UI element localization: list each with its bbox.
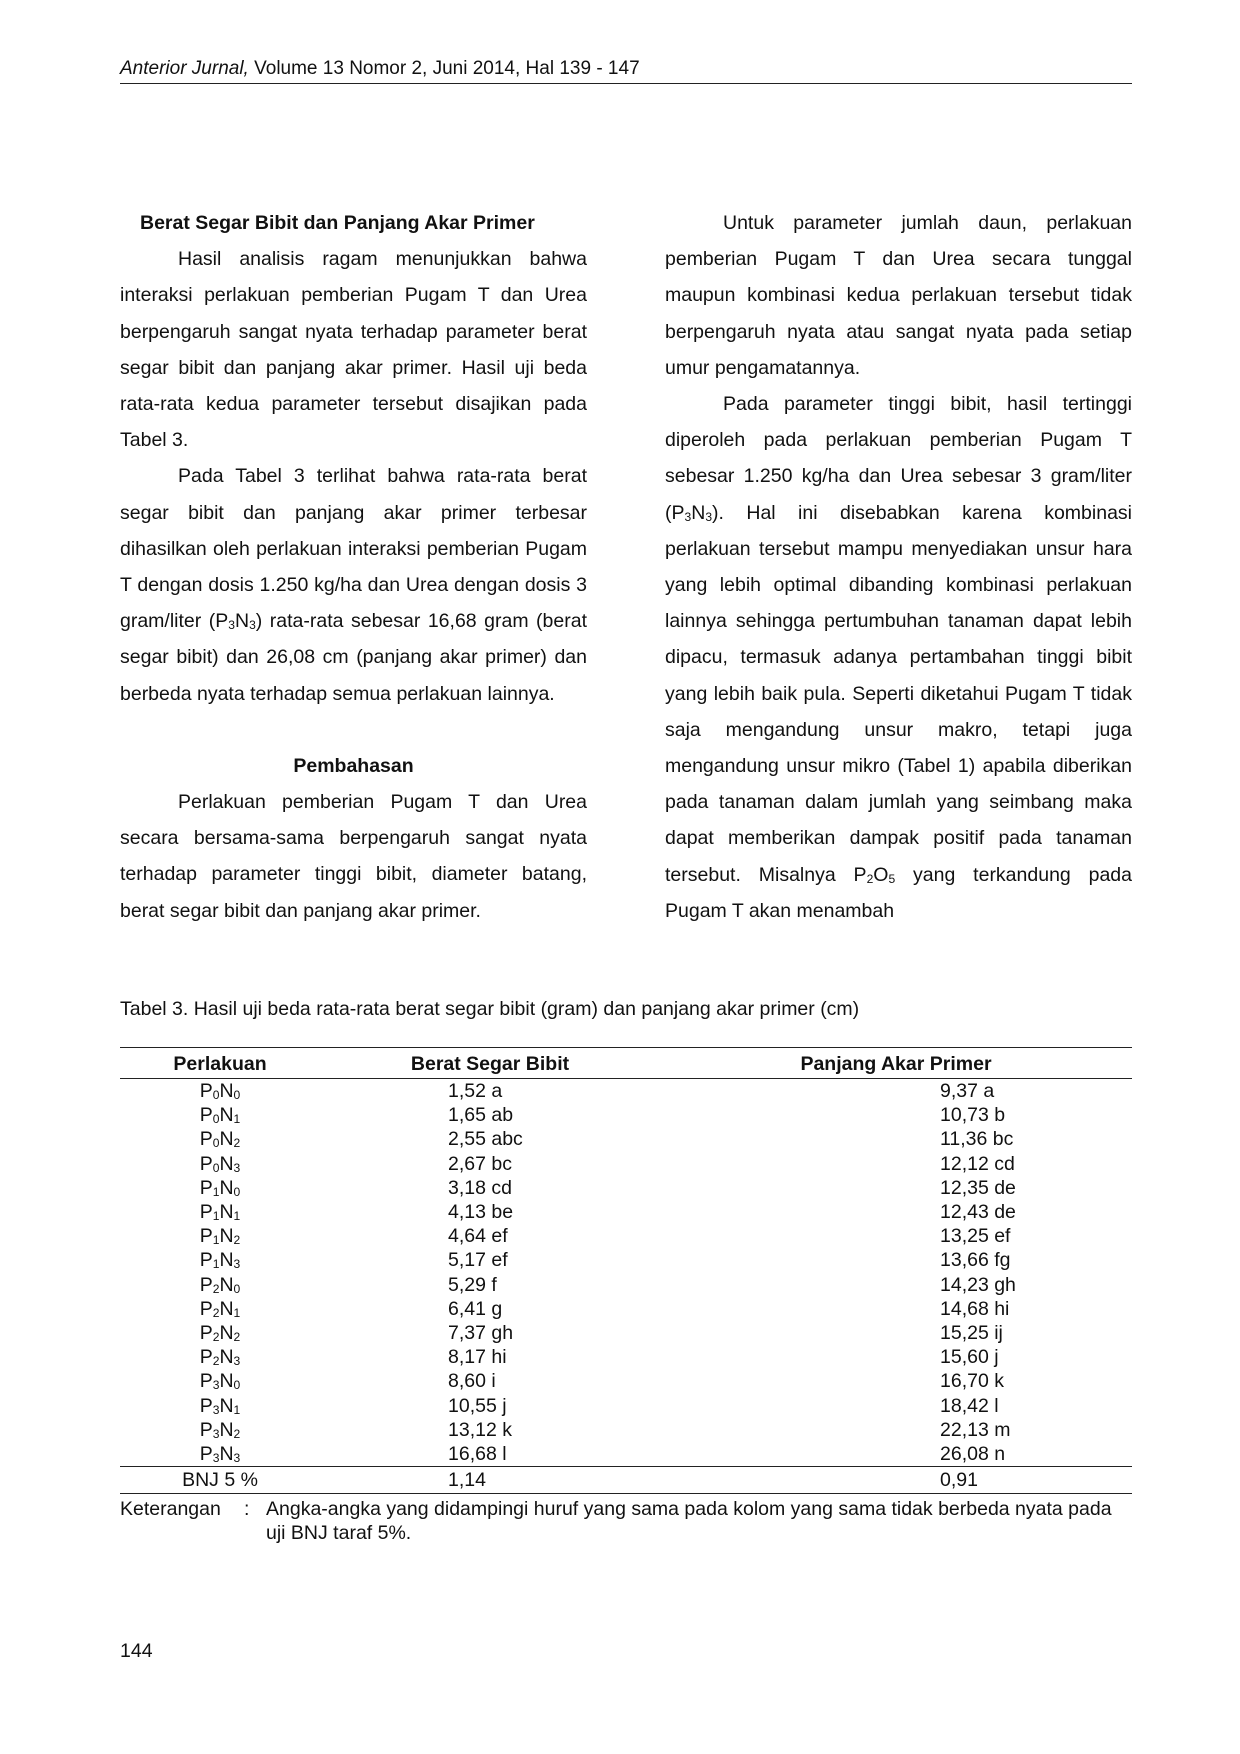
subscript: 3	[212, 1378, 220, 1393]
cell-perlakuan	[120, 1418, 320, 1442]
value: 13,12 k	[448, 1418, 512, 1441]
value: 3,18 cd	[448, 1176, 512, 1199]
value: 18,42 l	[940, 1394, 999, 1417]
cell-perlakuan	[120, 1394, 320, 1418]
subscript: 0	[212, 1136, 220, 1151]
value: 26,08 n	[940, 1443, 1006, 1466]
cell-bnj-panjang	[660, 1467, 1132, 1494]
value: 12,12 cd	[940, 1152, 1015, 1175]
cell-panjang-akar	[660, 1394, 1132, 1418]
cell-bnj-label: BNJ 5 %	[120, 1467, 320, 1494]
table-row	[120, 1224, 1132, 1248]
subscript: 1	[212, 1184, 220, 1199]
text-run: O	[873, 863, 889, 886]
value: 1,52 a	[448, 1080, 503, 1102]
table-row	[120, 1345, 1132, 1369]
text-run: N	[219, 1418, 234, 1441]
cell-panjang-akar	[660, 1297, 1132, 1321]
subscript: 3	[684, 509, 692, 524]
text-run: P	[199, 1346, 213, 1369]
value: 14,68 hi	[940, 1297, 1010, 1320]
journal-name: Anterior Jurnal,	[120, 58, 249, 79]
subscript: 0	[212, 1112, 220, 1127]
subscript: 1	[233, 1208, 241, 1223]
value: 9,37 a	[940, 1080, 995, 1102]
cell-perlakuan	[120, 1176, 320, 1200]
text-run: P	[199, 1128, 213, 1151]
subscript: 3	[212, 1426, 220, 1441]
value: 13,25 ef	[940, 1225, 1011, 1248]
header-perlakuan: Perlakuan	[120, 1048, 320, 1079]
table-row	[120, 1369, 1132, 1393]
text-run: N	[219, 1273, 234, 1296]
text-run: P	[199, 1249, 213, 1272]
cell-berat-segar	[320, 1394, 660, 1418]
paragraph: Hasil analisis ragam menunjukkan bahwa interaksi perlakuan pemberian Pugam T dan Urea berpengaruh sangat nyata terhadap parameter berat segar bibit dan panjang akar primer. Hasil uji beda rata-rata kedua parameter tersebut disajikan pada Tabel 3.	[120, 248, 587, 452]
table-row	[120, 1418, 1132, 1442]
table-row	[120, 1127, 1132, 1151]
cell-panjang-akar	[660, 1369, 1132, 1393]
cell-perlakuan	[120, 1079, 320, 1104]
header-berat-segar-bibit: Berat Segar Bibit	[320, 1048, 660, 1079]
value: 4,13 be	[448, 1201, 514, 1224]
value: 14,23 gh	[940, 1273, 1016, 1296]
cell-perlakuan	[120, 1321, 320, 1345]
table-header-row	[120, 1048, 1132, 1079]
right-column	[665, 205, 1132, 929]
value: 12,35 de	[940, 1176, 1016, 1199]
value: 10,73 b	[940, 1104, 1006, 1127]
subscript: 3	[212, 1402, 220, 1417]
text-run: P	[199, 1080, 213, 1102]
note-text: Angka-angka yang didampingi huruf yang sama pada kolom yang sama tidak berbeda nyata pada uji BNJ taraf 5%.	[266, 1498, 1112, 1544]
table-row	[120, 1152, 1132, 1176]
text-run: N	[219, 1128, 234, 1151]
cell-perlakuan	[120, 1297, 320, 1321]
text-run: N	[219, 1394, 234, 1417]
subscript: 0	[233, 1378, 241, 1393]
subscript: 3	[233, 1160, 241, 1175]
journal-issue: Volume 13 Nomor 2, Juni 2014, Hal 139 - 147	[248, 58, 640, 79]
table-row	[120, 1079, 1132, 1104]
paragraph	[665, 386, 1132, 929]
cell-perlakuan	[120, 1127, 320, 1151]
table-caption: Tabel 3. Hasil uji beda rata-rata berat segar bibit (gram) dan panjang akar primer (cm)	[120, 998, 860, 1020]
cell-berat-segar	[320, 1418, 660, 1442]
subscript: 1	[233, 1112, 241, 1127]
subscript: 1	[233, 1402, 241, 1417]
text-run: P	[199, 1443, 213, 1466]
paragraph: Untuk parameter jumlah daun, perlakuan pemberian Pugam T dan Urea secara tunggal maupun kombinasi kedua perlakuan tersebut tidak berpengaruh nyata atau sangat nyata pada setiap umur pengamatannya.	[665, 212, 1132, 379]
value: 2,55 abc	[448, 1128, 523, 1151]
value: 16,70 k	[940, 1370, 1004, 1393]
text-run: P	[199, 1322, 213, 1345]
subscript: 3	[228, 618, 235, 633]
table-note	[120, 1497, 1132, 1545]
value: 8,17 hi	[448, 1346, 507, 1369]
left-column	[120, 205, 587, 929]
text-run: N	[219, 1322, 234, 1345]
subscript: 2	[233, 1329, 241, 1344]
cell-berat-segar	[320, 1369, 660, 1393]
text-run: N	[219, 1346, 234, 1369]
value: 5,29 f	[448, 1273, 497, 1296]
value: 12,43 de	[940, 1201, 1016, 1224]
cell-berat-segar	[320, 1345, 660, 1369]
cell-perlakuan	[120, 1200, 320, 1224]
subscript: 0	[233, 1087, 241, 1102]
text-run: P	[199, 1297, 213, 1320]
header-panjang-akar-primer: Panjang Akar Primer	[660, 1048, 1132, 1079]
cell-panjang-akar	[660, 1224, 1132, 1248]
cell-bnj-berat	[320, 1467, 660, 1494]
subscript: 3	[212, 1450, 220, 1465]
page-number: 144	[120, 1640, 153, 1662]
value: 1,14	[448, 1469, 486, 1492]
cell-berat-segar	[320, 1442, 660, 1467]
cell-berat-segar	[320, 1103, 660, 1127]
subscript: 3	[249, 618, 256, 633]
value: 2,67 bc	[448, 1152, 512, 1175]
cell-panjang-akar	[660, 1442, 1132, 1467]
text-run: yang terkandung pada Pugam T akan menambah	[665, 863, 1132, 922]
value: 10,55 j	[448, 1394, 507, 1417]
text-run: N	[219, 1370, 234, 1393]
table-row	[120, 1394, 1132, 1418]
subscript: 2	[212, 1305, 220, 1320]
subscript: 3	[233, 1354, 241, 1369]
table-row	[120, 1248, 1132, 1272]
text-run: P	[199, 1201, 213, 1224]
text-run: ) rata-rata sebesar 16,68 gram (berat segar bibit) dan 26,08 cm (panjang akar primer) dan berbeda nyata terhadap semua perlakuan lainnya.	[120, 610, 587, 705]
cell-berat-segar	[320, 1273, 660, 1297]
subscript: 2	[212, 1281, 220, 1296]
cell-panjang-akar	[660, 1200, 1132, 1224]
subscript: 0	[233, 1281, 241, 1296]
text-run: N	[219, 1249, 234, 1272]
subscript: 1	[212, 1257, 220, 1272]
cell-panjang-akar	[660, 1418, 1132, 1442]
text-run: P	[199, 1152, 213, 1175]
cell-perlakuan	[120, 1152, 320, 1176]
cell-panjang-akar	[660, 1248, 1132, 1272]
table-row	[120, 1200, 1132, 1224]
table-row	[120, 1297, 1132, 1321]
value: 16,68 l	[448, 1443, 507, 1466]
text-run: N	[219, 1225, 234, 1248]
subscript: 1	[212, 1208, 220, 1223]
text-run: Pada parameter tinggi bibit, hasil tertinggi diperoleh pada perlakuan pemberian Pugam T sebesar 1.250 kg/ha dan Urea sebesar 3 gram/liter (P	[665, 393, 1132, 524]
table-row-bnj	[120, 1467, 1132, 1494]
table-row	[120, 1273, 1132, 1297]
text-run: ). Hal ini disebabkan karena kombinasi perlakuan tersebut mampu menyediakan unsur hara yang lebih optimal dibanding kombinasi perlakuan lainnya sehingga pertumbuhan tanaman dapat lebih dipacu, termasuk adanya pertambahan tinggi bibit yang lebih baik pula. Seperti diketahui Pugam T tidak saja mengandung unsur makro, tetapi juga mengandung unsur mikro (Tabel 1) apabila diberikan pada tanaman dalam jumlah yang seimbang maka dapat memberikan dampak positif pada tanaman tersebut. Misalnya P	[665, 501, 1132, 886]
subscript: 2	[233, 1426, 241, 1441]
table-row	[120, 1176, 1132, 1200]
value: 15,60 j	[940, 1346, 999, 1369]
value: 5,17 ef	[448, 1249, 508, 1272]
value: 8,60 i	[448, 1370, 496, 1393]
text-run: N	[234, 610, 250, 633]
value: 13,66 fg	[940, 1249, 1011, 1272]
cell-panjang-akar	[660, 1079, 1132, 1104]
subscript: 2	[212, 1329, 220, 1344]
text-run: P	[199, 1394, 213, 1417]
cell-perlakuan	[120, 1248, 320, 1272]
cell-perlakuan	[120, 1369, 320, 1393]
value: 11,36 bc	[940, 1128, 1014, 1151]
cell-berat-segar	[320, 1176, 660, 1200]
note-colon: :	[244, 1498, 250, 1520]
text-run: N	[219, 1104, 234, 1127]
cell-berat-segar	[320, 1224, 660, 1248]
value: 15,25 ij	[940, 1322, 1003, 1345]
text-run: N	[219, 1080, 234, 1102]
cell-panjang-akar	[660, 1345, 1132, 1369]
text-run: N	[219, 1152, 234, 1175]
cell-panjang-akar	[660, 1103, 1132, 1127]
paragraph	[120, 458, 587, 711]
cell-panjang-akar	[660, 1176, 1132, 1200]
value: 22,13 m	[940, 1418, 1011, 1441]
cell-perlakuan	[120, 1273, 320, 1297]
text-run: N	[219, 1176, 234, 1199]
text-run: Pada Tabel 3 terlihat bahwa rata-rata berat segar bibit dan panjang akar primer terbesar dihasilkan oleh perlakuan interaksi pemberian Pugam T dengan dosis 1.250 kg/ha dan Urea dengan dosis 3 gram/liter (P	[120, 465, 587, 633]
text-run: N	[219, 1297, 234, 1320]
value: 7,37 gh	[448, 1322, 514, 1345]
text-run: N	[219, 1443, 234, 1466]
cell-perlakuan	[120, 1224, 320, 1248]
table-row	[120, 1321, 1132, 1345]
cell-berat-segar	[320, 1079, 660, 1104]
text-run: P	[199, 1176, 213, 1199]
subscript: 2	[233, 1233, 241, 1248]
subscript: 0	[212, 1160, 220, 1175]
cell-perlakuan	[120, 1103, 320, 1127]
section-heading-berat-segar: Berat Segar Bibit dan Panjang Akar Primer	[140, 212, 535, 234]
text-run: N	[691, 501, 706, 524]
cell-berat-segar	[320, 1200, 660, 1224]
cell-perlakuan	[120, 1345, 320, 1369]
text-run: P	[199, 1370, 213, 1393]
results-table	[120, 1047, 1132, 1494]
running-header	[120, 58, 1132, 84]
cell-berat-segar	[320, 1152, 660, 1176]
subscript: 0	[233, 1184, 241, 1199]
subscript: 1	[212, 1233, 220, 1248]
note-label: Keterangan	[120, 1498, 221, 1520]
paragraph: Perlakuan pemberian Pugam T dan Urea secara bersama-sama berpengaruh sangat nyata terhadap parameter tinggi bibit, diameter batang, berat segar bibit dan panjang akar primer.	[120, 791, 587, 922]
value: 0,91	[940, 1469, 978, 1492]
cell-panjang-akar	[660, 1321, 1132, 1345]
cell-berat-segar	[320, 1248, 660, 1272]
cell-panjang-akar	[660, 1152, 1132, 1176]
subscript: 3	[705, 509, 713, 524]
cell-panjang-akar	[660, 1273, 1132, 1297]
cell-berat-segar	[320, 1297, 660, 1321]
subscript: 0	[212, 1087, 220, 1102]
text-run: P	[199, 1273, 213, 1296]
section-heading-pembahasan: Pembahasan	[293, 754, 414, 777]
subscript: 2	[212, 1354, 220, 1369]
value: 6,41 g	[448, 1297, 503, 1320]
cell-perlakuan	[120, 1442, 320, 1467]
text-run: P	[199, 1104, 213, 1127]
table-row	[120, 1442, 1132, 1467]
text-run: P	[199, 1225, 213, 1248]
text-run: P	[199, 1418, 213, 1441]
value: 1,65 ab	[448, 1104, 514, 1127]
subscript: 3	[233, 1450, 241, 1465]
value: 4,64 ef	[448, 1225, 508, 1248]
subscript: 5	[888, 871, 896, 886]
subscript: 2	[233, 1136, 241, 1151]
text-run: N	[219, 1201, 234, 1224]
cell-berat-segar	[320, 1321, 660, 1345]
subscript: 2	[866, 871, 874, 886]
subscript: 3	[233, 1257, 241, 1272]
table-row	[120, 1103, 1132, 1127]
subscript: 1	[233, 1305, 241, 1320]
cell-panjang-akar	[660, 1127, 1132, 1151]
cell-berat-segar	[320, 1127, 660, 1151]
